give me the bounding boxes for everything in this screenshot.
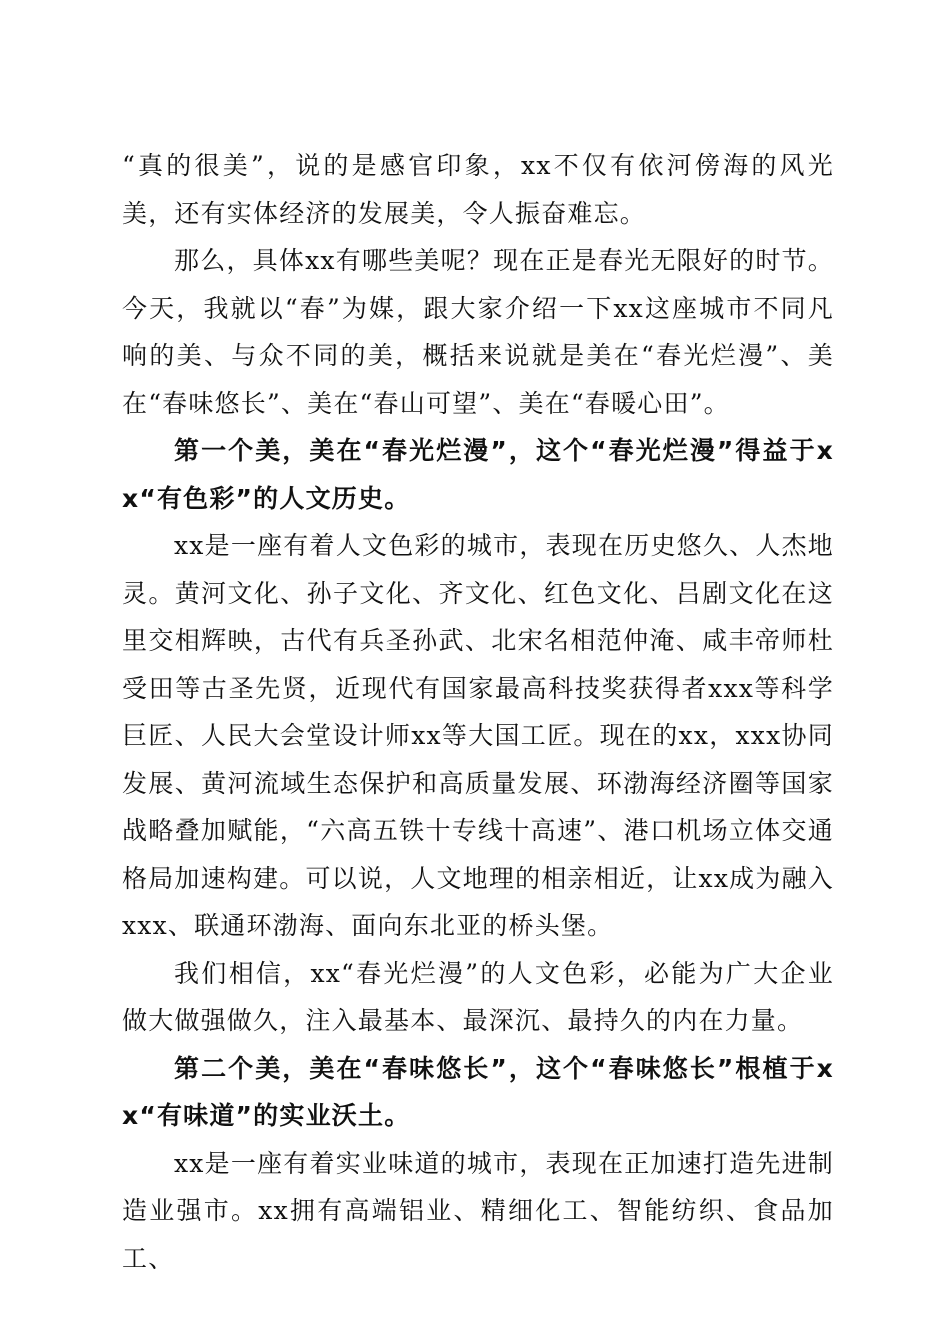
document-body [122,142,834,1282]
paragraph-overview: 那么，具体xx有哪些美呢？现在正是春光无限好的时节。今天，我就以“春”为媒，跟大家介绍一下xx这座城市不同凡响的美、与众不同的美，概括来说就是美在“春光烂漫”、美在“春味悠长”、美在“春山可望”、美在“春暖心田”。 [122,246,834,418]
section-heading-first-beauty: 第一个美，美在“春光烂漫”，这个“春光烂漫”得益于xx“有色彩”的人文历史。 [122,436,834,513]
paragraph-belief: 我们相信，xx“春光烂漫”的人文色彩，必能为广大企业做大做强做久，注入最基本、最深沉、最持久的内在力量。 [122,958,834,1035]
paragraph-industry: xx是一座有着实业味道的城市，表现在正加速打造先进制造业强市。xx拥有高端铝业、精细化工、智能纺织、食品加工、 [122,1148,834,1273]
paragraph-culture: xx是一座有着人文色彩的城市，表现在历史悠久、人杰地灵。黄河文化、孙子文化、齐文化、红色文化、吕剧文化在这里交相辉映，古代有兵圣孙武、北宋名相范仲淹、咸丰帝师杜受田等古圣先贤，近现代有国家最高科技奖获得者xxx等科学巨匠、人民大会堂设计师xx等大国工匠。现在的xx，xxx协同发展、黄河流域生态保护和高质量发展、环渤海经济圈等国家战略叠加赋能，“六高五铁十专线十高速”、港口机场立体交通格局加速构建。可以说，人文地理的相亲相近，让xx成为融入xxx、联通环渤海、面向东北亚的桥头堡。 [122,531,834,940]
section-heading-second-beauty: 第二个美，美在“春味悠长”，这个“春味悠长”根植于xx“有味道”的实业沃土。 [122,1053,834,1130]
paragraph-intro: “真的很美”，说的是感官印象，xx不仅有依河傍海的风光美，还有实体经济的发展美，令人振奋难忘。 [122,151,834,228]
